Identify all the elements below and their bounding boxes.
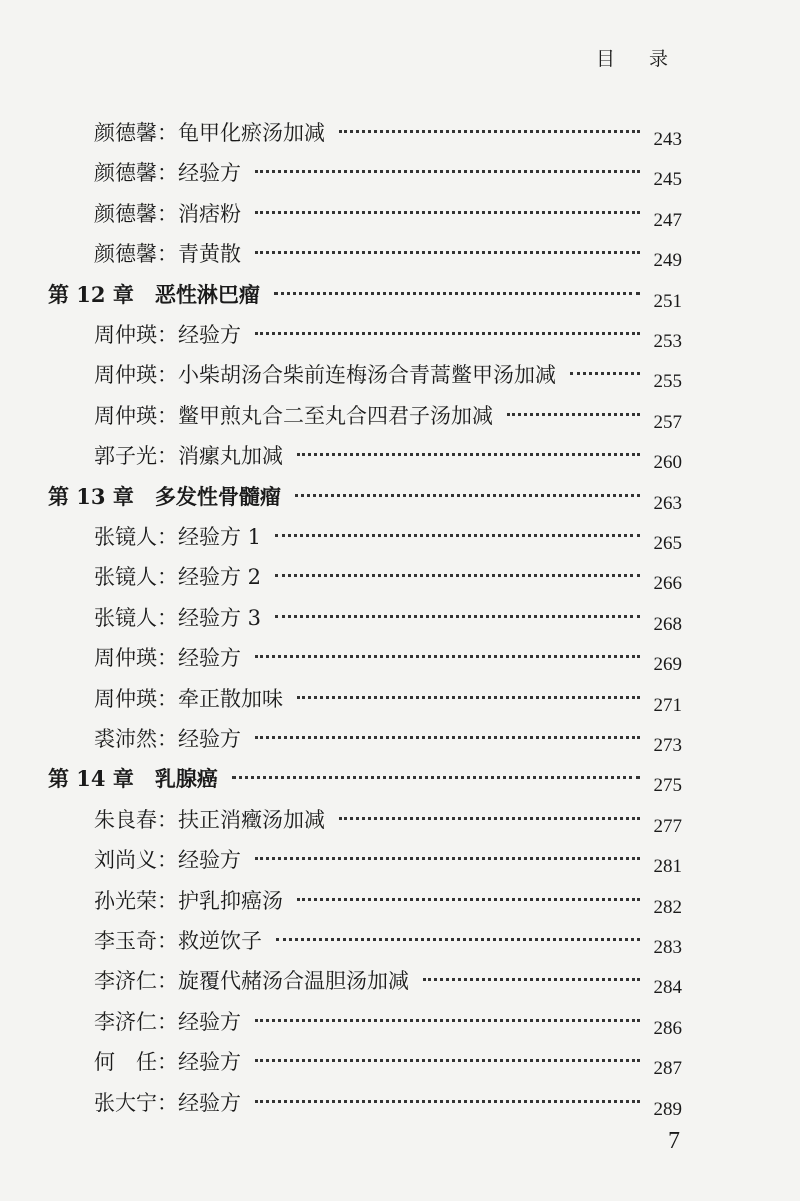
dot-leader [275,568,640,577]
entry-label: 孙光荣：护乳抑癌汤 [94,888,283,913]
entry-title: 经验方 [178,646,241,671]
entry-label: 张镜人：经验方 3 [94,605,262,630]
entry-page-number: 265 [653,533,682,554]
entry-label: 朱良春：扶正消癥汤加减 [94,807,325,832]
entry-page-number: 269 [653,654,682,676]
entry-author: 张镜人 [94,565,157,590]
toc-entry-row [0,1006,800,1046]
entry-title: 旋覆代赭汤合温胆汤加减 [178,969,409,994]
toc-entry-row [0,1087,800,1127]
dot-leader [507,407,640,416]
entry-page-number: 253 [653,331,682,352]
toc-entry-row [0,1046,800,1086]
entry-title: 经验方 [178,727,241,751]
toc-entry-row [0,359,800,399]
entry-page-number: 266 [653,573,682,595]
toc-entry-row [0,602,800,642]
entry-author: 周仲瑛 [94,686,157,711]
dot-leader [570,366,640,375]
entry-label: 李济仁：旋覆代赭汤合温胆汤加减 [94,969,409,994]
entry-author: 周仲瑛 [94,363,157,388]
entry-label: 郭子光：消瘰丸加减 [94,444,283,469]
entry-label: 刘尚义：经验方 [94,848,241,873]
toc-chapter-row [0,763,800,803]
entry-label: 周仲瑛：鳖甲煎丸合二至丸合四君子汤加减 [94,403,493,428]
chapter-number: 第 13 章 [48,483,134,509]
toc-entry-row [0,561,800,601]
toc-entry-row [0,844,800,884]
toc-chapter-row [0,279,800,319]
entry-page-number: 247 [653,209,682,231]
entry-title: 鳖甲煎丸合二至丸合四君子汤加减 [178,403,493,428]
entry-author: 郭子光 [94,444,157,469]
entry-author: 颜德馨 [94,201,157,226]
chapter-heading [48,481,281,511]
entry-label: 李济仁：经验方 [94,1009,241,1034]
entry-title: 经验方 2 [178,565,262,590]
toc-entry-row [0,400,800,440]
entry-page-number: 287 [653,1058,682,1080]
dot-leader [255,164,640,173]
entry-title: 经验方 [178,1009,241,1034]
entry-page-number: 284 [653,977,682,999]
chapter-title: 多发性骨髓瘤 [154,483,281,509]
entry-page-number: 286 [653,1017,682,1039]
dot-leader [255,649,640,658]
toc-entry-row [0,238,800,278]
entry-author: 何 任 [94,1050,157,1075]
dot-leader [276,932,640,941]
toc-entry-row [0,885,800,925]
dot-leader [339,124,640,133]
entry-title: 经验方 [178,848,241,873]
entry-author: 颜德馨 [94,161,157,186]
entry-page-number: 255 [653,371,682,393]
dot-leader [255,730,640,739]
entry-author: 周仲瑛 [94,403,157,428]
entry-page-number: 245 [653,169,682,191]
entry-author: 裘沛然 [94,727,157,751]
entry-page-number: 249 [653,250,682,272]
entry-author: 颜德馨 [94,242,157,267]
entry-title: 龟甲化瘀汤加减 [178,121,325,145]
running-head: 目 录 [595,48,682,70]
entry-label: 周仲瑛：经验方 [94,646,241,671]
entry-label: 裘沛然：经验方 [94,727,241,751]
entry-label: 颜德馨：青黄散 [94,242,241,267]
dot-leader [255,326,640,335]
dot-leader [297,447,640,456]
chapter-title: 恶性淋巴瘤 [154,281,260,307]
entry-page-number: 260 [653,452,682,474]
entry-title: 经验方 [178,161,241,186]
toc-entry-row [0,117,800,157]
entry-page-number: 257 [653,411,682,433]
entry-author: 李济仁 [94,969,157,994]
dot-leader [255,205,640,214]
entry-title: 经验方 1 [178,525,262,549]
dot-leader [295,488,640,497]
entry-label: 张镜人：经验方 2 [94,565,262,590]
dot-leader [255,245,640,254]
entry-page-number: 277 [653,815,682,837]
toc-entry-row [0,198,800,238]
entry-title: 小柴胡汤合柴前连梅汤合青蒿鳖甲汤加减 [178,363,556,388]
entry-page-number: 282 [653,896,682,918]
entry-title: 经验方 [178,323,241,347]
dot-leader [275,609,640,618]
entry-author: 李玉奇 [94,929,157,953]
chapter-number: 第 14 章 [48,766,134,792]
dot-leader [255,1053,640,1062]
dot-leader [255,1013,640,1022]
toc-entry-row [0,642,800,682]
entry-author: 李济仁 [94,1009,157,1034]
entry-label: 周仲瑛：牵正散加味 [94,686,283,711]
entry-title: 经验方 3 [178,605,262,630]
dot-leader [232,770,640,779]
entry-label: 颜德馨：消痞粉 [94,201,241,226]
dot-leader [255,1094,640,1103]
entry-title: 经验方 [178,1090,241,1115]
entry-label: 周仲瑛：经验方 [94,323,241,347]
entry-author: 张镜人 [94,605,157,630]
entry-page-number: 289 [653,1098,682,1120]
chapter-heading [48,279,260,309]
chapter-number: 第 12 章 [48,281,134,307]
chapter-title: 乳腺癌 [154,766,218,792]
entry-author: 周仲瑛 [94,323,157,347]
dot-leader [275,528,640,537]
entry-page-number: 283 [653,937,682,958]
entry-author: 周仲瑛 [94,646,157,671]
entry-page-number: 251 [653,290,682,312]
dot-leader [255,851,640,860]
entry-title: 牵正散加味 [178,686,283,711]
entry-title: 经验方 [178,1050,241,1075]
entry-label: 何 任：经验方 [94,1050,241,1075]
entry-label: 张大宁：经验方 [94,1090,241,1115]
entry-label: 周仲瑛：小柴胡汤合柴前连梅汤合青蒿鳖甲汤加减 [94,363,556,388]
entry-page-number: 263 [653,492,682,514]
entry-page-number: 273 [653,735,682,756]
dot-leader [297,892,640,901]
toc-entry-row [0,925,800,965]
dot-leader [339,811,640,820]
entry-title: 消瘰丸加减 [178,444,283,469]
toc-entry-row [0,440,800,480]
toc-entry-row [0,319,800,359]
entry-title: 救逆饮子 [178,929,262,953]
dot-leader [297,690,640,699]
chapter-heading [48,763,218,793]
entry-title: 护乳抑癌汤 [178,888,283,913]
entry-label: 颜德馨：经验方 [94,161,241,186]
entry-author: 颜德馨 [94,121,157,145]
entry-page-number: 243 [653,129,682,150]
dot-leader [274,286,640,295]
entry-page-number: 271 [653,694,682,716]
entry-author: 朱良春 [94,807,157,832]
entry-title: 扶正消癥汤加减 [178,807,325,832]
entry-title: 消痞粉 [178,201,241,226]
dot-leader [423,972,640,981]
entry-label: 李玉奇：救逆饮子 [94,929,262,953]
entry-page-number: 281 [653,856,682,878]
page-number: 7 [668,1128,680,1154]
toc-entry-row [0,804,800,844]
toc-entry-row [0,521,800,561]
entry-page-number: 275 [653,775,682,797]
toc-entry-row [0,157,800,197]
entry-title: 青黄散 [178,242,241,267]
entry-author: 张镜人 [94,525,157,549]
entry-author: 刘尚义 [94,848,157,873]
entry-label: 颜德馨：龟甲化瘀汤加减 [94,121,325,145]
entry-author: 孙光荣 [94,888,157,913]
toc-entry-row [0,723,800,763]
toc-chapter-row [0,481,800,521]
toc-entry-row [0,965,800,1005]
toc-entry-row [0,683,800,723]
entry-label: 张镜人：经验方 1 [94,525,262,549]
entry-page-number: 268 [653,613,682,635]
entry-author: 张大宁 [94,1090,157,1115]
